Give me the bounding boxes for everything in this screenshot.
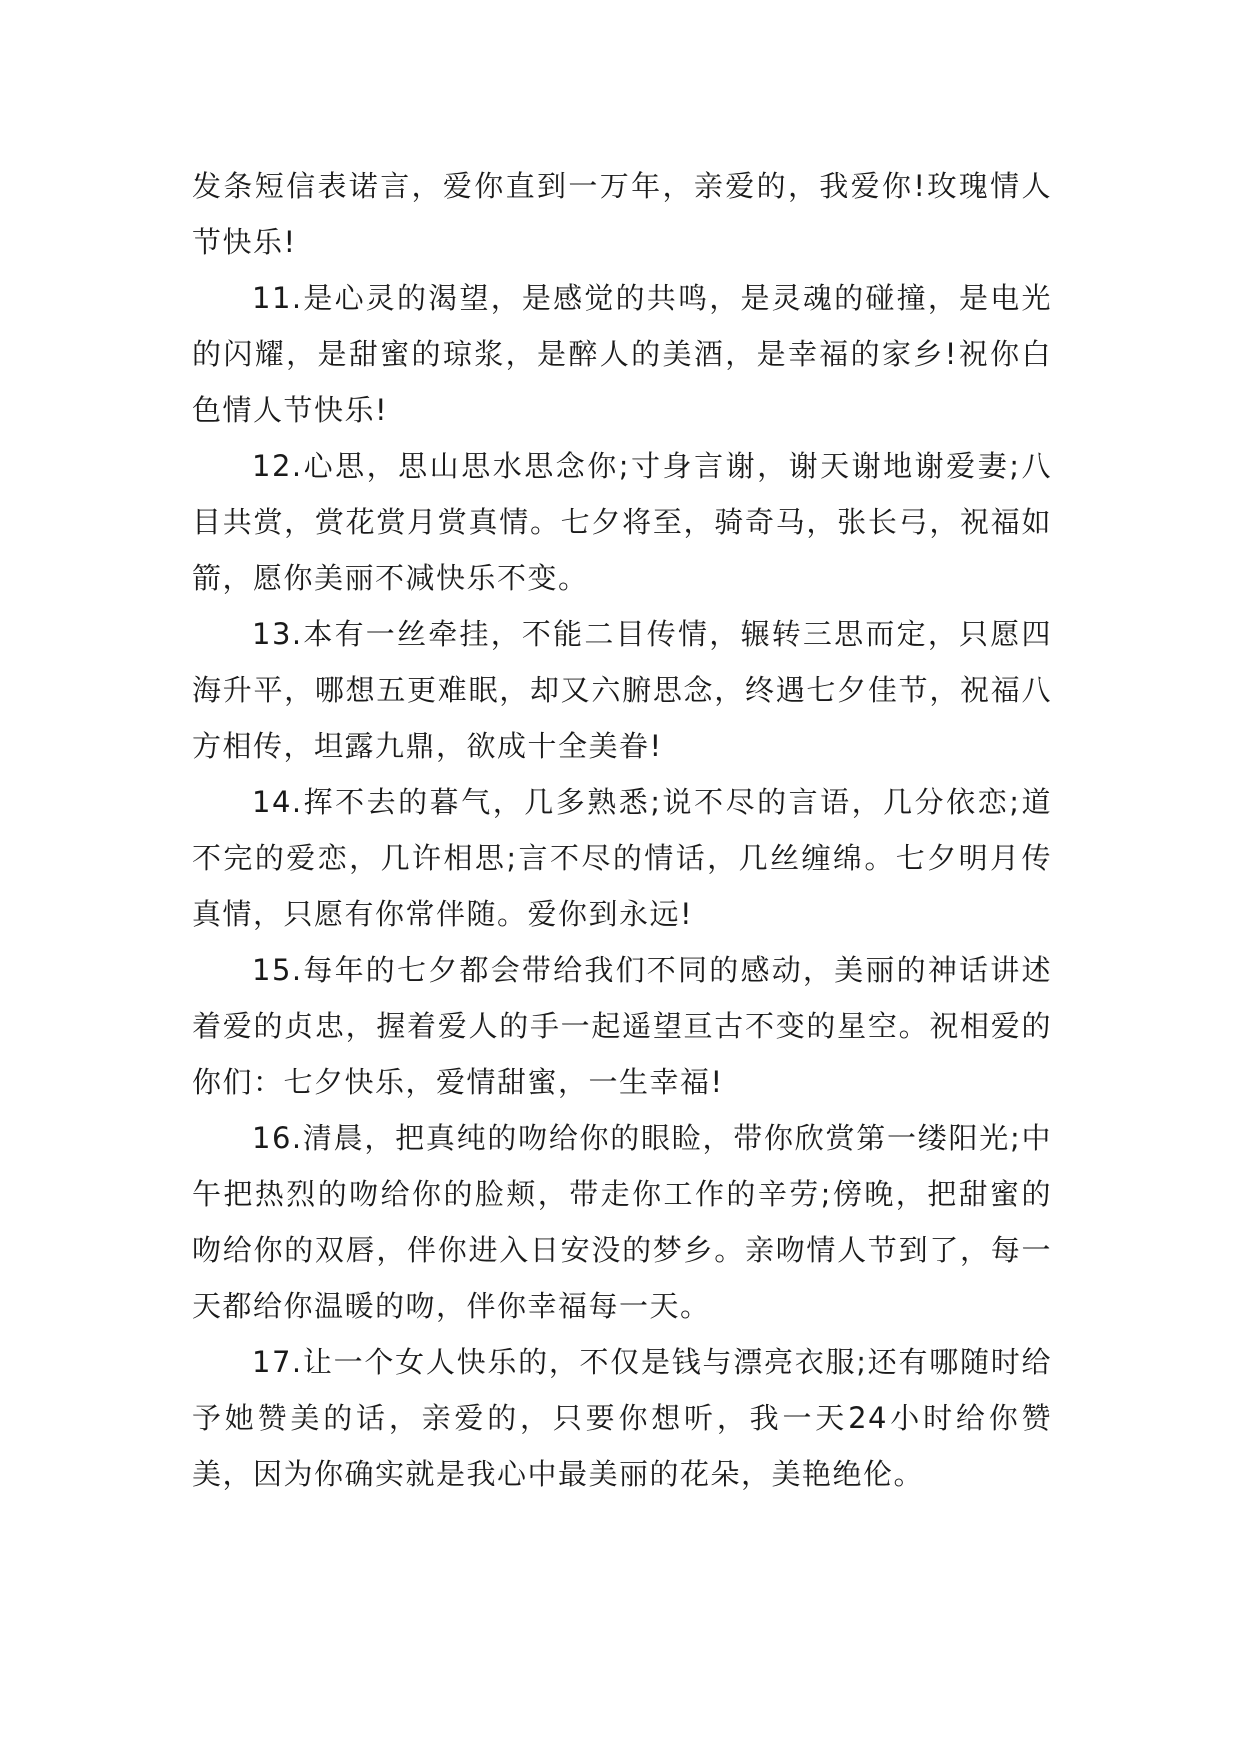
paragraph-continuation: 发条短信表诺言，爱你直到一万年，亲爱的，我爱你!玫瑰情人节快乐! [192, 169, 1052, 259]
paragraph-item-17: 17.让一个女人快乐的，不仅是钱与漂亮衣服;还有哪随时给予她赞美的话，亲爱的，只要你想听，我一天24小时给你赞美，因为你确实就是我心中最美丽的花朵，美艳绝伦。 [192, 1345, 1052, 1491]
paragraph-item-11: 11.是心灵的渴望，是感觉的共鸣，是灵魂的碰撞，是电光的闪耀，是甜蜜的琼浆，是醉人的美酒，是幸福的家乡!祝你白色情人节快乐! [192, 281, 1052, 427]
paragraph-item-16: 16.清晨，把真纯的吻给你的眼睑，带你欣赏第一缕阳光;中午把热烈的吻给你的脸颊，带走你工作的辛劳;傍晚，把甜蜜的吻给你的双唇，伴你进入日安没的梦乡。亲吻情人节到了，每一天都给你温暖的吻，伴你幸福每一天。 [192, 1121, 1052, 1323]
paragraph-item-12: 12.心思，思山思水思念你;寸身言谢，谢天谢地谢爱妻;八目共赏，赏花赏月赏真情。七夕将至，骑奇马，张长弓，祝福如箭，愿你美丽不减快乐不变。 [192, 449, 1052, 595]
paragraph-item-14: 14.挥不去的暮气，几多熟悉;说不尽的言语，几分依恋;道不完的爱恋，几许相思;言不尽的情话，几丝缠绵。七夕明月传真情，只愿有你常伴随。爱你到永远! [192, 785, 1052, 931]
document-body [192, 158, 1052, 1502]
paragraph-item-15: 15.每年的七夕都会带给我们不同的感动，美丽的神话讲述着爱的贞忠，握着爱人的手一起遥望亘古不变的星空。祝相爱的你们：七夕快乐，爱情甜蜜，一生幸福! [192, 953, 1052, 1099]
paragraph-item-13: 13.本有一丝牵挂，不能二目传情，辗转三思而定，只愿四海升平，哪想五更难眠，却又六腑思念，终遇七夕佳节，祝福八方相传，坦露九鼎，欲成十全美眷! [192, 617, 1052, 763]
